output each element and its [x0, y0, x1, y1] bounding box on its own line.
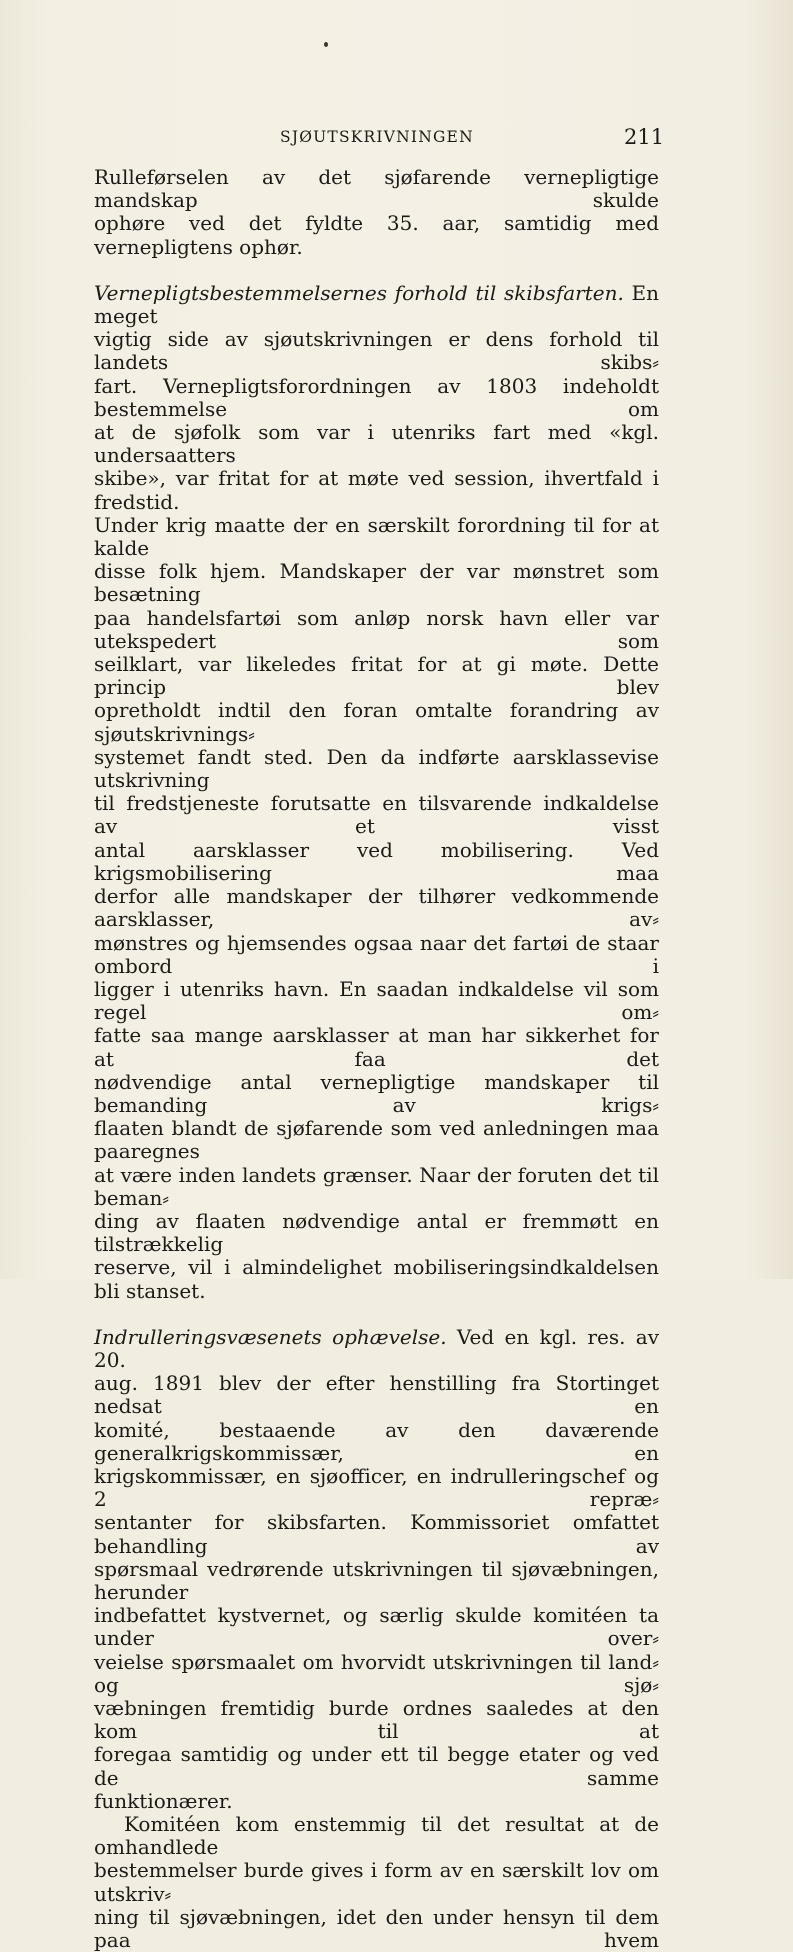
text-line: disse folk hjem. Mandskaper der var mønstret som besætning	[94, 559, 659, 607]
text-line: reserve, vil i almindelighet mobiliseringsindkaldelsen bli stanset.	[94, 1255, 659, 1303]
text-line: nødvendige antal vernepligtige mandskaper til bemanding av krigs⸗	[94, 1069, 659, 1117]
text-line: at de sjøfolk som var i utenriks fart med «kgl. undersaatters	[94, 420, 659, 468]
text-line: ning til sjøvæbningen, idet den under hensyn til dem paa hvem	[94, 1904, 659, 1952]
text-line: ophøre ved det fyldte 35. aar, samtidig med vernepligtens ophør.	[94, 211, 659, 259]
text-line: mønstres og hjemsendes ogsaa naar det fartøi de staar ombord i	[94, 930, 659, 978]
text-line: Rulleførselen av det sjøfarende vernepligtige mandskap skulde	[94, 165, 659, 213]
text-line: antal aarsklasser ved mobilisering. Ved krigsmobilisering maa	[94, 837, 659, 885]
running-head	[0, 125, 793, 156]
text-line: ligger i utenriks havn. En saadan indkaldelse vil som regel om⸗	[94, 976, 659, 1025]
text-line: skibe», var fritat for at møte ved session, ihvertfald i fredstid.	[94, 466, 659, 514]
text-line: flaaten blandt de sjøfarende som ved anledningen maa paaregnes	[94, 1116, 659, 1164]
text-line: krigskommissær, en sjøofficer, en indrulleringschef og 2 repræ⸗	[94, 1463, 659, 1512]
text-line-rest: Ved en kgl. res. av 20.	[94, 1324, 659, 1372]
text-line: bestemmelser burde gives i form av en særskilt lov om utskriv⸗	[94, 1858, 659, 1906]
text-line	[94, 1326, 659, 1372]
text-line: sentanter for skibsfarten. Kommissoriet omfattet behandling av	[94, 1510, 659, 1558]
body-text	[94, 166, 659, 1952]
section-heading: Indrulleringsvæsenets ophævelse.	[94, 1324, 447, 1349]
text-line	[94, 282, 659, 328]
paragraph-gap	[94, 259, 659, 282]
text-line: funktionærer.	[94, 1788, 233, 1813]
text-line: vigtig side av sjøutskrivningen er dens forhold til landets skibs⸗	[94, 327, 659, 375]
text-line: Under krig maatte der en særskilt forordning til for at kalde	[94, 512, 659, 561]
section-heading: Vernepligtsbestemmelsernes forhold til skibsfarten.	[94, 280, 624, 305]
text-line: ding av flaaten nødvendige antal er fremmøtt en tilstrækkelig	[94, 1208, 659, 1257]
text-line: indbefattet kystvernet, og særlig skulde komitéen ta under over⸗	[94, 1603, 659, 1651]
text-line: seilklart, var likeledes fritat for at gi møte. Dette princip blev	[94, 652, 659, 700]
text-line: systemet fandt sted. Den da indførte aarsklassevise utskrivning	[94, 744, 659, 793]
text-line: fart. Vernepligtsforordningen av 1803 indeholdt bestemmelse om	[94, 373, 659, 421]
text-line: til fredstjeneste forutsatte en tilsvarende indkaldelse av et visst	[94, 791, 659, 839]
text-line: komité, bestaaende av den daværende generalkrigskommissær, en	[94, 1417, 659, 1465]
text-line: fatte saa mange aarsklasser at man har sikkerhet for at faa det	[94, 1023, 659, 1071]
text-line-rest: En meget	[94, 280, 660, 329]
chapter-title: SJØUTSKRIVNINGEN	[280, 128, 474, 146]
paragraph-gap	[94, 1303, 659, 1326]
text-line: at være inden landets grænser. Naar der foruten det til beman⸗	[94, 1162, 659, 1210]
text-line: veielse spørsmaalet om hvorvidt utskrivningen til land⸗ og sjø⸗	[94, 1649, 659, 1697]
text-line: paa handelsfartøi som anløp norsk havn eller var utekspedert som	[94, 605, 659, 653]
text-line: væbningen fremtidig burde ordnes saaledes at den kom til at	[94, 1696, 659, 1744]
text-line: foregaa samtidig og under ett til begge etater og ved de samme	[94, 1742, 659, 1790]
text-line: Komitéen kom enstemmig til det resultat at de omhandlede	[94, 1812, 659, 1860]
text-line: spørsmaal vedrørende utskrivningen til sjøvæbningen, herunder	[94, 1556, 659, 1604]
text-line: opretholdt indtil den foran omtalte forandring av sjøutskrivnings⸗	[94, 698, 659, 746]
page-number: 211	[624, 125, 665, 149]
text-line: derfor alle mandskaper der tilhører vedkommende aarsklasser, av⸗	[94, 884, 659, 932]
ink-speck	[324, 42, 328, 47]
text-line: aug. 1891 blev der efter henstilling fra Stortinget nedsat en	[94, 1371, 659, 1419]
